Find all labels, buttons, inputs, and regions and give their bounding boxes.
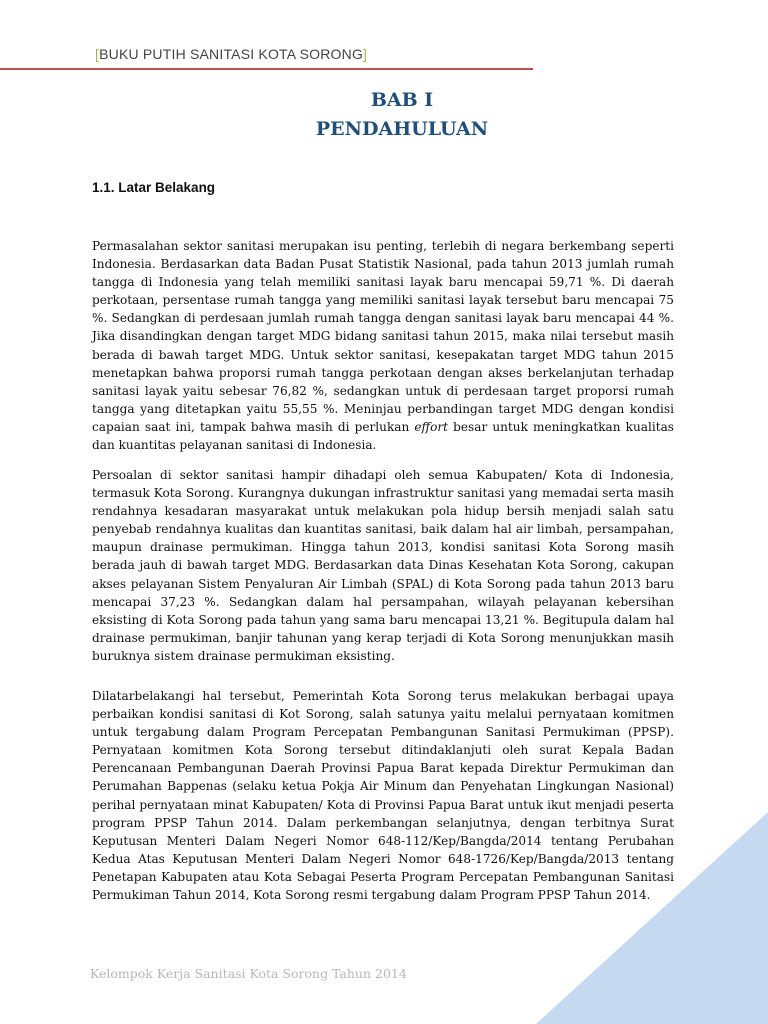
- header-bracket-open: [: [95, 46, 100, 62]
- chapter-title: PENDAHULUAN: [315, 118, 489, 140]
- paragraph-1: [92, 237, 674, 454]
- header-rule: [0, 68, 533, 70]
- section-heading: 1.1. Latar Belakang: [92, 180, 216, 195]
- header-bracket-close: ]: [363, 46, 368, 62]
- chapter-number: BAB I: [370, 89, 434, 111]
- paragraph-2: Persoalan di sektor sanitasi hampir dihadapi oleh semua Kabupaten/ Kota di Indonesia, termasuk Kota Sorong. Kurangnya dukungan infrastruktur sanitasi yang memadai serta masih rendahnya kesadaran masyarakat untuk melakukan pola hidup bersih menjadi salah satu penyebab rendahnya kualitas dan kuantitas sanitasi, baik dalam hal air limbah, persampahan, maupun drainase permukiman. Hingga tahun 2013, kondisi sanitasi Kota Sorong masih berada jauh di bawah target MDG. Berdasarkan data Dinas Kesehatan Kota Sorong, cakupan akses pelayanan Sistem Penyaluran Air Limbah (SPAL) di Kota Sorong pada tahun 2013 baru mencapai 37,23 %. Sedangkan dalam hal persampahan, wilayah pelayanan kebersihan eksisting di Kota Sorong pada tahun yang sama baru mencapai 13,21 %. Begitupula dalam hal drainase permukiman, banjir tahunan yang kerap terjadi di Kota Sorong menunjukkan masih buruknya sistem drainase permukiman eksisting.: [92, 468, 674, 663]
- corner-triangle: [536, 812, 768, 1024]
- header-title: BUKU PUTIH SANITASI KOTA SORONG: [99, 46, 364, 62]
- corner-decoration: [536, 812, 768, 1024]
- paragraph-1-text-a: Permasalahan sektor sanitasi merupakan isu penting, terlebih di negara berkembang seperti Indonesia. Berdasarkan data Badan Pusat Statistik Nasional, pada tahun 2013 jumlah rumah tangga di Indonesia yang telah memiliki sanitasi layak baru mencapai 59,71 %. Di daerah perkotaan, persentase rumah tangga yang memiliki sanitasi layak tersebut baru mencapai 75 %. Sedangkan di perdesaan jumlah rumah tangga dengan sanitasi layak baru mencapai 44 %. Jika disandingkan dengan target MDG bidang sanitasi tahun 2015, maka nilai tersebut masih berada di bawah target MDG. Untuk sektor sanitasi, kesepakatan target MDG tahun 2015 menetapkan bahwa proporsi rumah tangga perkotaan dengan akses berkelanjutan terhadap sanitasi layak yaitu sebesar 76,82 %, sedangkan untuk di perdesaan target proporsi rumah tangga yang ditetapkan yaitu 55,55 %. Meninjau perbandingan target MDG dengan kondisi capaian saat ini, tampak bahwa masih di perlukan: [92, 239, 674, 434]
- paragraph-1-text-b: besar untuk meningkatkan kualitas dan kuantitas pelayanan sanitasi di Indonesia.: [92, 419, 674, 453]
- footer-text: Kelompok Kerja Sanitasi Kota Sorong Tahun 2014: [90, 966, 407, 981]
- running-header: [95, 46, 367, 62]
- paragraph-3: Dilatarbelakangi hal tersebut, Pemerintah Kota Sorong terus melakukan berbagai upaya perbaikan kondisi sanitasi di Kot Sorong, salah satunya yaitu melalui pernyataan komitmen untuk tergabung dalam Program Percepatan Pembangunan Sanitasi Permukiman (PPSP). Pernyataan komitmen Kota Sorong tersebut ditindaklanjuti oleh surat Kepala Badan Perencanaan Pembangunan Daerah Provinsi Papua Barat kepada Direktur Permukiman dan Perumahan Bappenas (selaku ketua Pokja Air Minum dan Penyehatan Lingkungan Nasional) perihal pernyataan minat Kabupaten/ Kota di Provinsi Papua Barat untuk ikut menjadi peserta program PPSP Tahun 2014. Dalam perkembangan selanjutnya, dengan terbitnya Surat Keputusan Menteri Dalam Negeri Nomor 648-112/Kep/Bangda/2014 tentang Perubahan Kedua Atas Keputusan Menteri Dalam Negeri Nomor 648-1726/Kep/Bangda/2013 tentang Penetapan Kabupaten atau Kota Sebagai Peserta Program Percepatan Pembangunan Sanitasi Permukiman Tahun 2014, Kota Sorong resmi tergabung dalam Program PPSP Tahun 2014.: [92, 689, 674, 903]
- paragraph-1-italic: effort: [414, 419, 449, 434]
